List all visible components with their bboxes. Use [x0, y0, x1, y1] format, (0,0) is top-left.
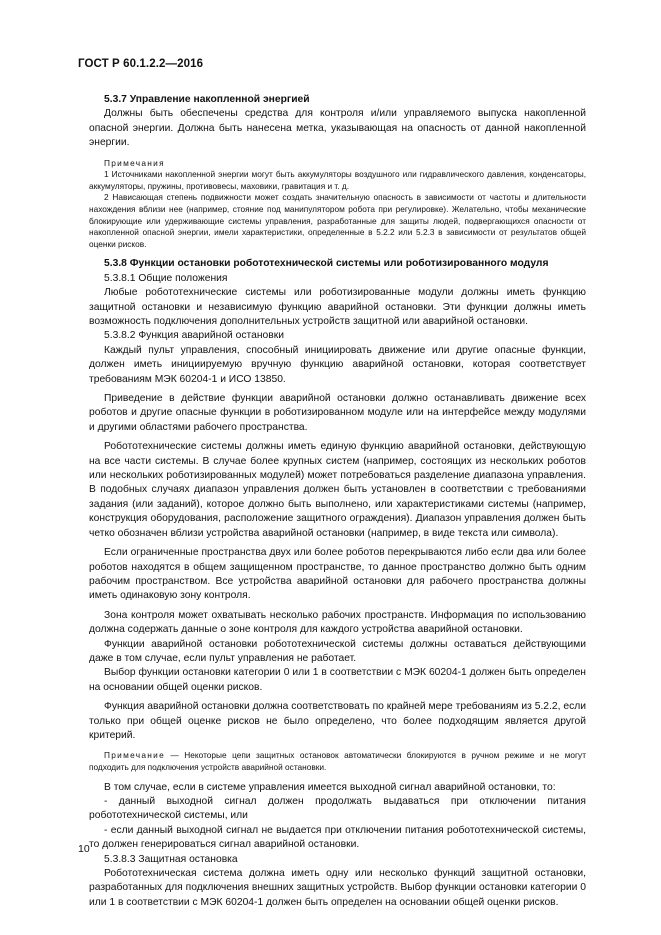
- section-538-heading: 5.3.8 Функции остановки робототехнической системы или роботизированного модуля: [104, 258, 549, 270]
- note-2: 2 Нависающая степень подвижности может создать значительную опасность в зависимости от частоты и длительности нахождения вблизи нее (например, стояние под манипулятором робота при регулировке). Желательно, чтобы механические блокирующие или удерживающие системы управления, разработанные для защиты людей, подвергающихся опасности от накопленной опасной энергии, имели характеристики, определенные в 5.2.2 или 5.2.3 в зависимости от результатов общей оценки рисков.: [89, 192, 586, 249]
- paragraph: Функции аварийной остановки робототехнической системы должны оставаться действующими даже в том случае, если пульт управления не работает.: [89, 638, 586, 664]
- section-5383-heading: 5.3.8.3 Защитная остановка: [104, 853, 238, 865]
- paragraph: Робототехнические системы должны иметь единую функцию аварийной остановки, действующую на все части системы. В случае более крупных систем (например, состоящих из нескольких роботов или нескольких роботизированных модулей) может потребоваться разделение диапазона управления. В подобных случаях диапазон управления должен быть установлен в соответствии с требованиями задания (или заданий), которое должно быть выполнено, или характеристиками системы (например, конструкция оборудования, расположение защитного ограждения). Диапазон управления должен быть четко обозначен вблизи устройства аварийной остановки (например, в виде текста или символа).: [89, 441, 586, 539]
- notes-label: Примечания: [104, 157, 165, 168]
- page-number: 10: [78, 843, 90, 855]
- section-537-heading: 5.3.7 Управление накопленной энергией: [104, 94, 310, 105]
- paragraph: Робототехническая система должна иметь одну или несколько функций защитной остановки, разработанных для подключения внешних защитных устройств. Выбор функции остановки категории 0 или 1 в соответствии с МЭК 60204-1 должен быть определен на основании общей оценки рисков.: [89, 868, 586, 908]
- paragraph: Приведение в действие функции аварийной остановки должно останавливать движение всех роботов и другие опасные функции в роботизированном модуле или на интерфейсе между модулями и другими областями рабочего пространства.: [89, 393, 586, 433]
- section-537-paragraph: Должны быть обеспечены средства для контроля и/или управляемого выпуска накопленной опасной энергии. Должна быть нанесена метка, указывающая на опасность от данной накопленной энергии.: [89, 108, 586, 149]
- document-header: ГОСТ Р 60.1.2.2—2016: [78, 58, 204, 70]
- section-5381-heading: 5.3.8.1 Общие положения: [104, 272, 228, 284]
- paragraph: Функция аварийной остановки должна соответствовать по крайней мере требованиям из 5.2.2, если только при общей оценке рисков не было определено, что более подходящим является другой критерий.: [89, 701, 586, 741]
- note-1: 1 Источниками накопленной энергии могут быть аккумуляторы воздушного или гидравлического давления, конденсаторы, аккумуляторы, пружины, противовесы, маховики, гравитация и т. д.: [89, 169, 586, 191]
- paragraph: Выбор функции остановки категории 0 или 1 в соответствии с МЭК 60204-1 должен быть определен на основании общей оценки рисков.: [89, 667, 586, 693]
- list-item: - если данный выходной сигнал не выдается при отключении питания робототехнической системы, то должен генерироваться сигнал аварийной остановки.: [89, 824, 586, 851]
- section-5382-heading: 5.3.8.2 Функция аварийной остановки: [104, 330, 285, 342]
- note-label: Примечание: [104, 750, 166, 761]
- page-content: [89, 93, 586, 910]
- paragraph: Если ограниченные пространства двух или более роботов перекрываются либо если два или более роботов находятся в общем защищенном пространстве, то данное пространство должно быть одним рабочим пространством. Все устройства аварийной остановки для рабочего пространства должны иметь одинаковую зону контроля.: [89, 547, 586, 602]
- note: [89, 750, 586, 773]
- note-text: — Некоторые цепи защитных остановок автоматически блокируются в ручном режиме и не могут подходить для подключения устройств аварийной остановки.: [89, 750, 586, 772]
- paragraph: В том случае, если в системе управления имеется выходной сигнал аварийной остановки, то:: [104, 781, 556, 793]
- section-5381-paragraph: Любые робототехнические системы или роботизированные модули должны иметь функцию защитной остановки и независимую функцию аварийной остановки. Эти функции должны иметь возможность подключения дополнительных устройств защитной или аварийной остановки.: [89, 287, 586, 327]
- paragraph: Каждый пульт управления, способный инициировать движение или другие опасные функции, должен иметь инициируемую вручную функцию аварийной остановки, которая соответствует требованиям МЭК 60204-1 и ИСО 13850.: [89, 344, 586, 385]
- list-item: - данный выходной сигнал должен продолжать выдаваться при отключении питания робототехнической системы, или: [89, 795, 586, 822]
- paragraph: Зона контроля может охватывать несколько рабочих пространств. Информация по использованию должна содержать данные о зоне контроля для каждого устройства аварийной остановки.: [89, 609, 586, 636]
